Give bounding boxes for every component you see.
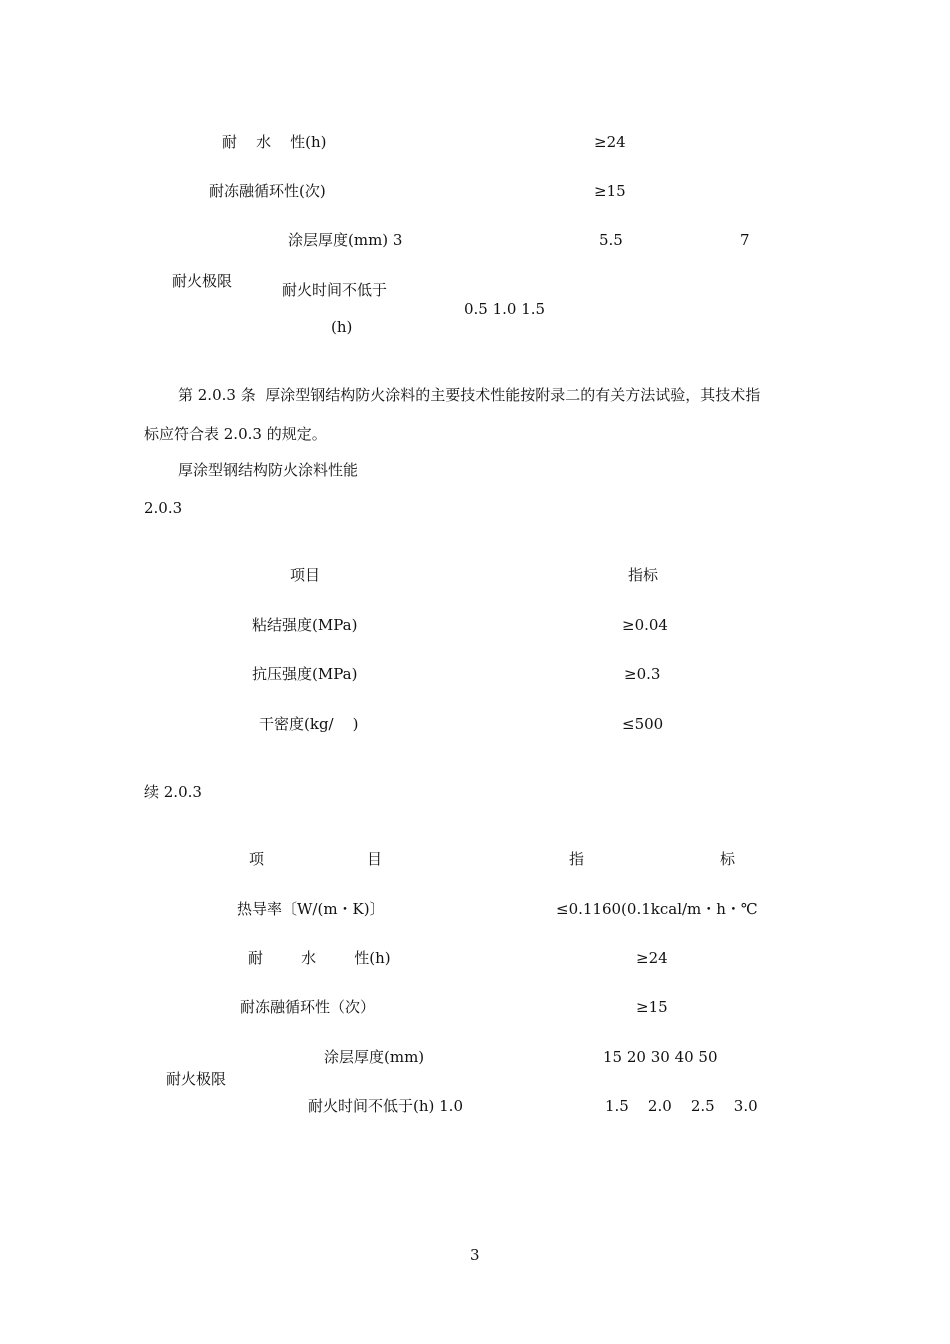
cont-thickness-label: 涂层厚度(mm)	[324, 1048, 425, 1066]
table-row-label: 粘结强度(MPa)	[252, 616, 358, 634]
table-2-0-3-header-item: 项目	[290, 566, 321, 584]
cont-header-item-b: 目	[367, 850, 383, 868]
clause-2-0-3-line-1: 第 2.0.3 条 厚涂型钢结构防火涂料的主要技术性能按附录二的有关方法试验，其技术指	[178, 386, 761, 404]
cont-thermal-label: 热导率〔W/(m・K)〕	[237, 900, 385, 918]
top-fire-limit-label: 耐火极限	[172, 272, 233, 290]
top-coating-thickness-value-3: 7	[740, 231, 750, 249]
top-freeze-thaw-value: ≥15	[594, 182, 626, 200]
table-row-value: ≥0.3	[624, 665, 661, 683]
cont-thermal-value: ≤0.1160(0.1kcal/m・h・℃	[556, 900, 758, 918]
cont-water-value: ≥24	[636, 949, 668, 967]
top-water-resistance-value: ≥24	[594, 133, 626, 151]
top-fire-time-label-2: (h)	[331, 318, 353, 336]
cont-fire-time-values: 1.5 2.0 2.5 3.0	[605, 1097, 758, 1115]
table-row-label: 抗压强度(MPa)	[252, 665, 358, 683]
top-freeze-thaw-label: 耐冻融循环性(次)	[209, 182, 326, 200]
table-row-value: ≤500	[622, 715, 664, 733]
top-coating-thickness-value-2: 5.5	[599, 231, 623, 249]
cont-freeze-label: 耐冻融循环性（次）	[240, 998, 376, 1016]
cont-header-item-a: 项	[249, 850, 265, 868]
clause-2-0-3-line-2: 标应符合表 2.0.3 的规定。	[144, 425, 327, 443]
cont-header-index-b: 标	[720, 850, 736, 868]
table-2-0-3-cont-number: 续 2.0.3	[144, 783, 202, 801]
table-row-label: 干密度(kg/ )	[259, 715, 359, 733]
cont-freeze-value: ≥15	[636, 998, 668, 1016]
cont-thickness-values: 15 20 30 40 50	[603, 1048, 718, 1066]
top-water-resistance-label: 耐 水 性(h)	[222, 133, 327, 151]
top-coating-thickness-label: 涂层厚度(mm) 3	[288, 231, 403, 249]
table-row-value: ≥0.04	[622, 616, 668, 634]
top-fire-time-label-1: 耐火时间不低于	[282, 281, 388, 299]
table-2-0-3-title: 厚涂型钢结构防火涂料性能	[178, 461, 359, 479]
top-fire-time-values: 0.5 1.0 1.5	[464, 300, 546, 318]
table-2-0-3-number: 2.0.3	[144, 499, 183, 517]
table-2-0-3-header-index: 指标	[628, 566, 659, 584]
cont-fire-limit-label: 耐火极限	[166, 1070, 227, 1088]
page-number: 3	[470, 1246, 480, 1264]
cont-header-index-a: 指	[569, 850, 585, 868]
cont-fire-time-label: 耐火时间不低于(h) 1.0	[308, 1097, 463, 1115]
cont-water-label: 耐 水 性(h)	[248, 949, 391, 967]
